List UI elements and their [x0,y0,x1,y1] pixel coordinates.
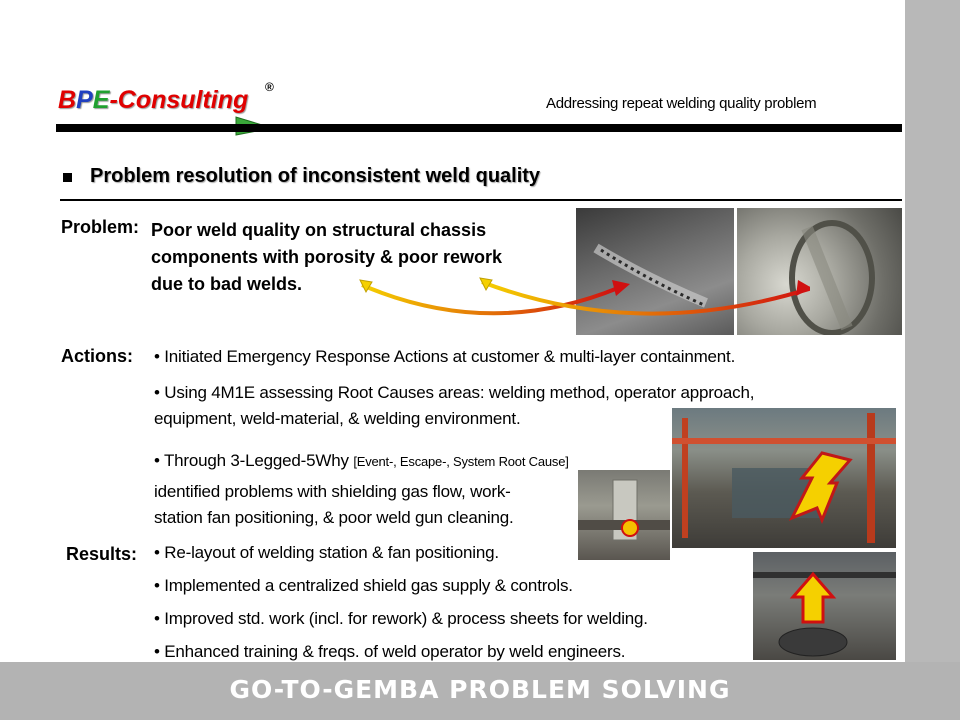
title-divider [60,199,902,201]
pointer-arrows-icon [350,270,810,340]
action-item-continued: equipment, weld-material, & welding environment. [154,409,521,428]
action-item: • Using 4M1E assessing Root Causes areas: welding method, operator approach, [154,383,755,402]
action-item-continued: identified problems with shielding gas flow, work- [154,482,511,501]
results-label: Results: [66,544,138,564]
header-subtitle: Addressing repeat welding quality problem [546,95,817,112]
footer-text: GO-TO-GEMBA PROBLEM SOLVING [229,675,731,704]
action-item [154,448,569,475]
title-bullet-icon [63,173,72,182]
gas-supply-photo [753,552,896,660]
action-item-continued: station fan positioning, & poor weld gun cleaning. [154,508,514,527]
action-text: • Through 3-Legged-5Why [154,451,349,470]
action-item: • Initiated Emergency Response Actions at customer & multi-layer containment. [154,347,736,366]
result-item: • Enhanced training & freqs. of weld operator by weld engineers. [154,642,626,661]
result-item: • Implemented a centralized shield gas supply & controls. [154,576,573,595]
gas-fitting-photo [578,470,670,560]
problem-line: components with porosity & poor rework [151,247,503,267]
welding-station-photo [672,408,896,548]
header-divider [56,124,902,132]
company-logo: BPE-Consulting [58,86,249,114]
problem-line: due to bad welds. [151,274,303,294]
problem-line: Poor weld quality on structural chassis [151,220,487,240]
result-item: • Re-layout of welding station & fan positioning. [154,543,499,562]
root-cause-bracket: [Event-, Escape-, System Root Cause] [353,454,569,469]
slide-title: Problem resolution of inconsistent weld quality [90,165,541,187]
result-item: • Improved std. work (incl. for rework) & process sheets for welding. [154,609,648,628]
right-side-strip [905,0,960,720]
registered-mark: ® [265,80,274,94]
problem-label: Problem: [61,217,140,237]
actions-label: Actions: [61,346,133,366]
